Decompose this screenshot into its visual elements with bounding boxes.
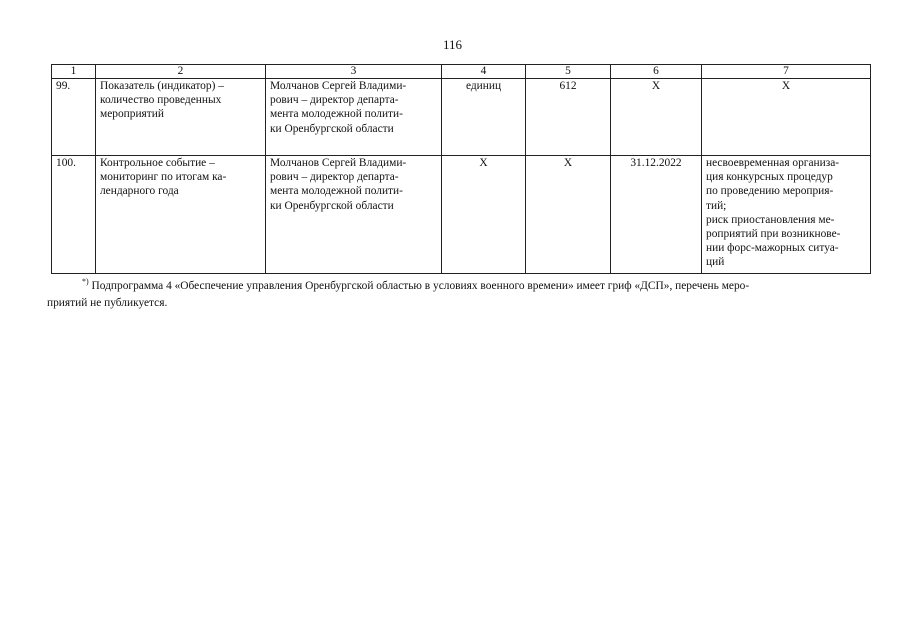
unit-cell: Х <box>442 156 526 274</box>
footnote-marker: *) <box>82 277 89 286</box>
footnote <box>47 273 872 312</box>
footnote-line-1: *) Подпрограмма 4 «Обеспечение управления Оренбургской областью в условиях военного времени» имеет гриф «ДСП», перечень меро- <box>82 277 750 292</box>
value-cell: 612 <box>526 79 611 156</box>
column-header: 1 <box>52 65 96 79</box>
column-header: 2 <box>96 65 266 79</box>
date-cell: 31.12.2022 <box>611 156 702 274</box>
date-cell: Х <box>611 79 702 156</box>
unit-cell: единиц <box>442 79 526 156</box>
row-number: 99. <box>52 79 96 156</box>
footnote-line-2: приятий не публикуется. <box>47 296 168 309</box>
table-header-row <box>52 65 871 79</box>
value-cell: Х <box>526 156 611 274</box>
column-header: 7 <box>702 65 871 79</box>
column-header: 5 <box>526 65 611 79</box>
row-number: 100. <box>52 156 96 274</box>
activity-name: Показатель (индикатор) – количество проведенных мероприятий <box>96 79 266 156</box>
risk-cell: несвоевременная организа- ция конкурсных процедур по проведению мероприя- тий; риск приостановления ме- роприятий при возникнове- нии форс-мажорных ситуа- ций <box>702 156 871 274</box>
activities-table <box>51 64 871 274</box>
activity-name: Контрольное событие – мониторинг по итогам ка- лендарного года <box>96 156 266 274</box>
responsible-person: Молчанов Сергей Владими- рович – директор департа- мента молодежной полити- ки Оренбургской области <box>266 156 442 274</box>
column-header: 3 <box>266 65 442 79</box>
column-header: 6 <box>611 65 702 79</box>
page-number: 116 <box>442 37 463 52</box>
risk-cell: Х <box>702 79 871 156</box>
column-header: 4 <box>442 65 526 79</box>
responsible-person: Молчанов Сергей Владими- рович – директор департа- мента молодежной полити- ки Оренбургской области <box>266 79 442 156</box>
table-row <box>52 79 871 156</box>
table-row <box>52 156 871 274</box>
